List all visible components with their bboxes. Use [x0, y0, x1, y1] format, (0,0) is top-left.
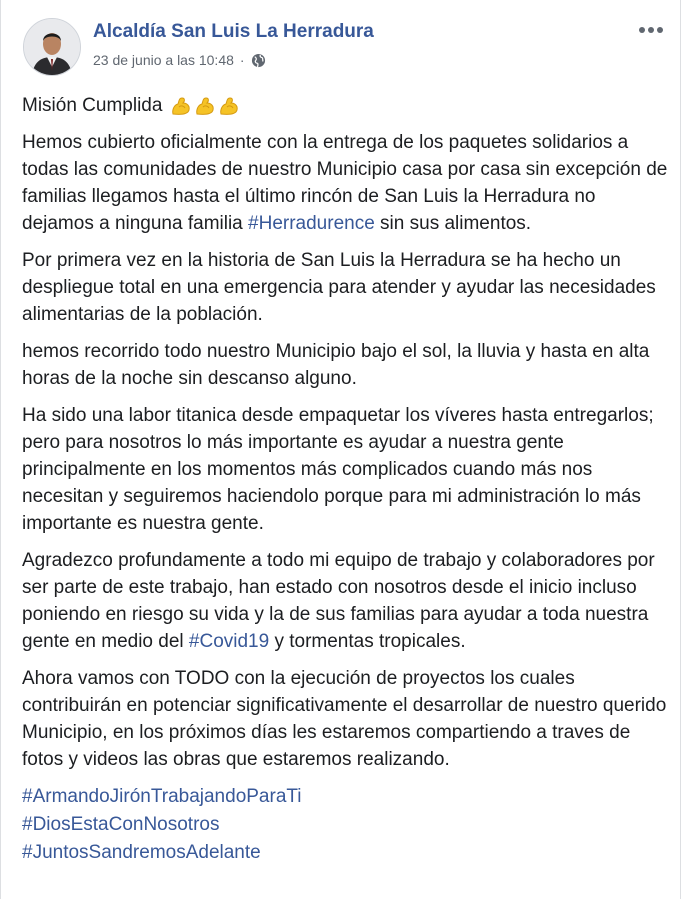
- paragraph-5-end: y tormentas tropicales.: [269, 631, 466, 652]
- paragraph-1-text: Hemos cubierto oficialmente con la entrega de los paquetes solidarios a todas las comunidades de nuestro Municipio casa por casa sin excepción de familias llegamos hasta el último rincón de San Luis la Herradura no dejamos a ninguna familia: [22, 132, 668, 234]
- paragraph-4: Ha sido una labor titanica desde empaquetar los víveres hasta entregarlos; pero para nosotros lo más importante es ayudar a nuestra gente principalmente en los momentos más complicados cuando más nos necesitan y seguiremos haciendolo porque para mi administración lo más importante es nuestra gente.: [22, 405, 654, 534]
- post-content: [22, 92, 670, 867]
- globe-icon[interactable]: [251, 53, 266, 68]
- meta-separator: ·: [239, 52, 245, 68]
- post-meta: [93, 52, 266, 68]
- paragraph-6: Ahora vamos con TODO con la ejecución de proyectos los cuales contribuirán en potenciar significativamente el desarrollar de nuestro querido Municipio, en los próximos días les estaremos compartiendo a traves de fotos y videos las obras que estaremos realizando.: [22, 668, 667, 770]
- hashtag-link[interactable]: #ArmandoJirónTrabajandoParaTi: [22, 786, 302, 807]
- post-title-line: [22, 92, 670, 119]
- flexed-biceps-emoji: [170, 95, 192, 117]
- hashtag-covid19-link[interactable]: #Covid19: [188, 631, 270, 652]
- paragraph-5-text: Agradezco profundamente a todo mi equipo de trabajo y colaboradores por ser parte de este trabajo, han estado con nosotros desde el inicio incluso poniendo en riesgo su vida y la de sus familias para ayudar a toda nuestra gente en medio del: [22, 550, 655, 652]
- flexed-biceps-emoji: [194, 95, 216, 117]
- hashtag-link[interactable]: #DiosEstaConNosotros: [22, 814, 220, 835]
- avatar-photo: [24, 19, 80, 75]
- timestamp-link[interactable]: 23 de junio a las 10:48: [93, 52, 234, 68]
- post-title: Misión Cumplida: [22, 95, 163, 116]
- paragraph-1-end: sin sus alimentos.: [374, 213, 532, 234]
- paragraph-2: Por primera vez en la historia de San Luis la Herradura se ha hecho un despliegue total en una emergencia para atender y ayudar las necesidades alimentarias de la población.: [22, 250, 656, 325]
- paragraph-5: [22, 547, 670, 655]
- paragraph-3: hemos recorrido todo nuestro Municipio bajo el sol, la lluvia y hasta en alta horas de la noche sin descanso alguno.: [22, 341, 650, 389]
- hashtag-herradurence-link[interactable]: #Herradurence: [248, 213, 375, 234]
- flexed-biceps-emoji-group: [170, 95, 242, 117]
- hashtag-list: [22, 783, 670, 867]
- page-name-link[interactable]: Alcaldía San Luis La Herradura: [93, 21, 374, 42]
- paragraph-1: [22, 129, 670, 237]
- hashtag-link[interactable]: #JuntosSandremosAdelante: [22, 842, 261, 863]
- ellipsis-icon[interactable]: [636, 18, 666, 42]
- post-header: [1, 0, 680, 88]
- profile-avatar[interactable]: [23, 18, 81, 76]
- flexed-biceps-emoji: [218, 95, 240, 117]
